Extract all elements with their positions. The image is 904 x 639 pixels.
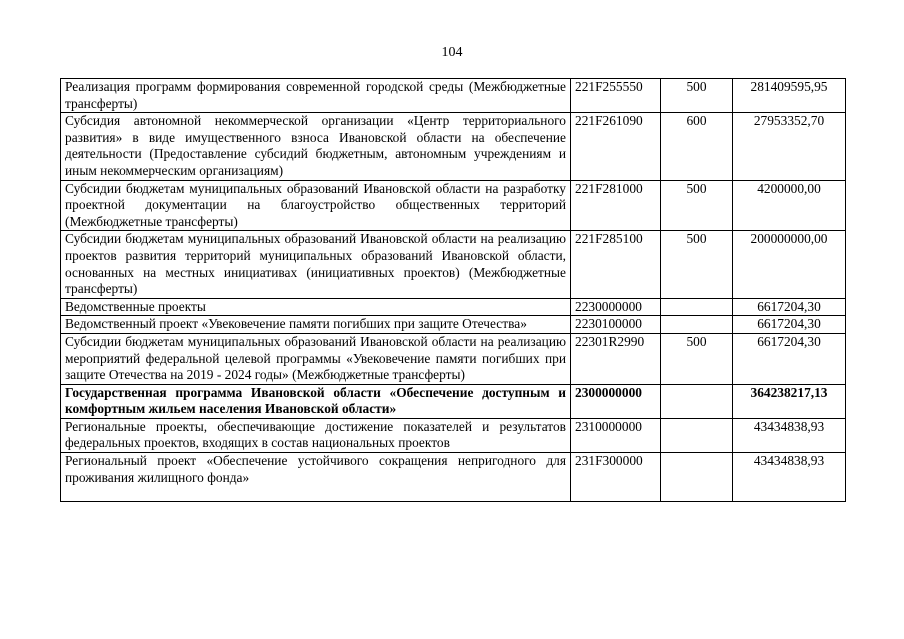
row-expense-type [661, 418, 733, 452]
table-row [61, 418, 846, 452]
table-row [61, 333, 846, 384]
table-row [61, 316, 846, 334]
page-number: 104 [441, 45, 463, 60]
row-description: Региональные проекты, обеспечивающие достижение показателей и результатов федеральных проектов, входящих в состав национальных проектов [61, 418, 571, 452]
row-code: 2300000000 [571, 384, 661, 418]
row-expense-type [661, 453, 733, 502]
row-description: Ведомственный проект «Увековечение памяти погибших при защите Отечества» [61, 316, 571, 334]
table-row [61, 113, 846, 180]
row-description: Субсидия автономной некоммерческой организации «Центр территориального развития» в виде имущественного взноса Ивановской области на обеспечение деятельности (Предоставление субсидий бюджетным, автономным учреждениям и иным некоммерческим организациям) [61, 113, 571, 180]
row-code: 221F255550 [571, 79, 661, 113]
row-amount: 43434838,93 [733, 418, 846, 452]
row-expense-type: 600 [661, 113, 733, 180]
table-row [61, 298, 846, 316]
table-row [61, 79, 846, 113]
row-description: Реализация программ формирования современной городской среды (Межбюджетные трансферты) [61, 79, 571, 113]
row-expense-type [661, 316, 733, 334]
row-code: 231F300000 [571, 453, 661, 502]
table-row-program-total [61, 384, 846, 418]
row-description: Ведомственные проекты [61, 298, 571, 316]
row-expense-type: 500 [661, 180, 733, 231]
budget-table [60, 78, 846, 502]
row-description: Субсидии бюджетам муниципальных образований Ивановской области на разработку проектной документации на благоустройство общественных территорий (Межбюджетные трансферты) [61, 180, 571, 231]
row-code: 22301R2990 [571, 333, 661, 384]
table-row [61, 453, 846, 502]
row-description: Субсидии бюджетам муниципальных образований Ивановской области на реализацию мероприятий федеральной целевой программы «Увековечение памяти погибших при защите Отечества на 2019 - 2024 годы» (Межбюджетные трансферты) [61, 333, 571, 384]
row-amount: 27953352,70 [733, 113, 846, 180]
row-code: 2310000000 [571, 418, 661, 452]
row-code: 2230100000 [571, 316, 661, 334]
row-expense-type: 500 [661, 231, 733, 298]
row-amount: 281409595,95 [733, 79, 846, 113]
row-expense-type [661, 298, 733, 316]
row-code: 221F281000 [571, 180, 661, 231]
row-description: Региональный проект «Обеспечение устойчивого сокращения непригодного для проживания жилищного фонда» [61, 453, 571, 502]
row-amount: 43434838,93 [733, 453, 846, 502]
table-row [61, 231, 846, 298]
row-amount: 4200000,00 [733, 180, 846, 231]
row-description: Субсидии бюджетам муниципальных образований Ивановской области на реализацию проектов развития территорий муниципальных образований Ивановской области, основанных на местных инициативах (инициативных проектов) (Межбюджетные трансферты) [61, 231, 571, 298]
table-row [61, 180, 846, 231]
row-code: 221F261090 [571, 113, 661, 180]
row-expense-type: 500 [661, 79, 733, 113]
row-amount: 6617204,30 [733, 298, 846, 316]
row-expense-type: 500 [661, 333, 733, 384]
row-code: 221F285100 [571, 231, 661, 298]
row-amount: 6617204,30 [733, 333, 846, 384]
row-description: Государственная программа Ивановской области «Обеспечение доступным и комфортным жильем населения Ивановской области» [61, 384, 571, 418]
row-expense-type [661, 384, 733, 418]
row-amount: 364238217,13 [733, 384, 846, 418]
row-amount: 200000000,00 [733, 231, 846, 298]
row-amount: 6617204,30 [733, 316, 846, 334]
row-code: 2230000000 [571, 298, 661, 316]
